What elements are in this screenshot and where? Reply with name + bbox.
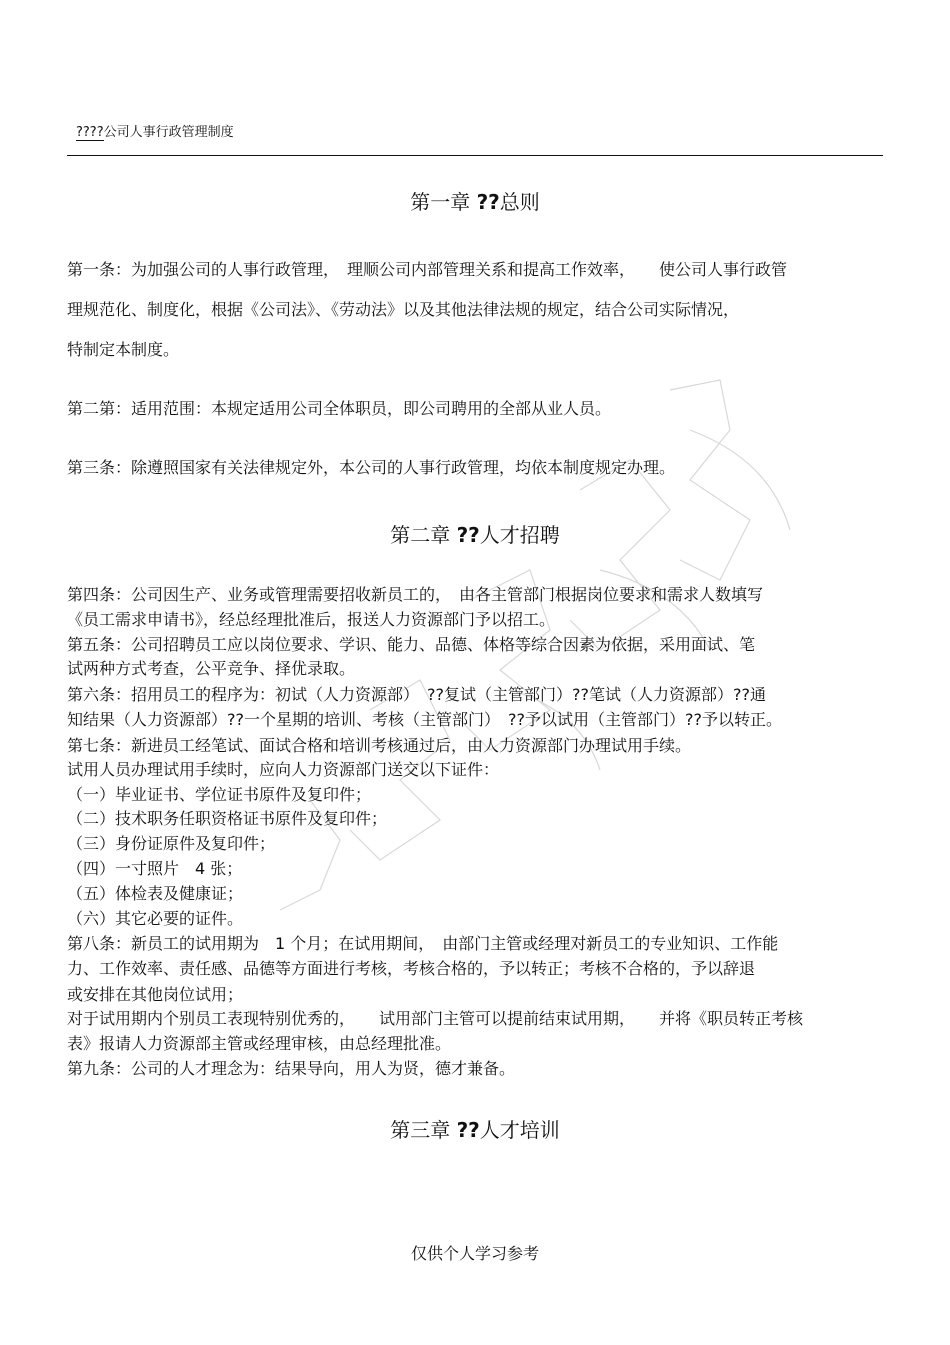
chapter-2-line: 第九条：公司的人才理念为：结果导向，用人为贤，德才兼备。 (67, 1059, 516, 1078)
chapter-qmarks: ?? (456, 523, 480, 547)
chapter-2-list-item: （五）体检表及健康证； (67, 884, 244, 903)
chapter-2-line: 力、工作效率、责任感、品德等方面进行考核，考核合格的，予以转正；考核不合格的，予以辞退 (67, 959, 756, 978)
chapter-2-line: 第五条：公司招聘员工应以岗位要求、学识、能力、品德、体格等综合因素为依据，采用面试、笔 (67, 635, 756, 654)
article-1-line-3: 特制定本制度。 (67, 340, 180, 359)
chapter-2-line: 试用人员办理试用手续时，应向人力资源部门送交以下证件： (67, 760, 500, 779)
chapter-2-list-item: （三）身份证原件及复印件； (67, 834, 276, 853)
chapter-2-line: 试两种方式考查，公平竞争、择优录取。 (67, 659, 356, 678)
chapter-prefix: 第三章 (390, 1118, 457, 1142)
chapter-2-line: 第七条：新进员工经笔试、面试合格和培训考核通过后，由人力资源部门办理试用手续。 (67, 736, 692, 755)
chapter-2-heading (0, 522, 950, 548)
chapter-2-line: 表》报请人力资源部主管或经理审核，由总经理批准。 (67, 1034, 452, 1053)
chapter-2-line: 第八条：新员工的试用期为 1 个月；在试用期间， 由部门主管或经理对新员工的专业知识、工作能 (67, 934, 779, 953)
chapter-2-line: 第四条：公司因生产、业务或管理需要招收新员工的， 由各主管部门根据岗位要求和需求人数填写 (67, 585, 764, 604)
chapter-qmarks: ?? (476, 190, 500, 214)
running-header (76, 124, 234, 142)
article-2: 第二第：适用范围：本规定适用公司全体职员，即公司聘用的全部从业人员。 (67, 399, 612, 418)
header-rule (67, 155, 883, 156)
chapter-2-list-item: （一）毕业证书、学位证书原件及复印件； (67, 785, 372, 804)
chapter-prefix: 第一章 (410, 190, 477, 214)
chapter-2-line: 知结果（人力资源部）??一个星期的培训、考核（主管部门） ??予以试用（主管部门）??予以转正。 (67, 710, 782, 729)
header-title: 公司人事行政管理制度 (103, 125, 234, 140)
chapter-2-line: 《员工需求申请书》，经总经理批准后，报送人力资源部门予以招工。 (67, 610, 556, 629)
chapter-prefix: 第二章 (390, 523, 457, 547)
article-1-line-1: 第一条：为加强公司的人事行政管理， 理顺公司内部管理关系和提高工作效率， 使公司人事行政管 (67, 260, 788, 279)
article-3: 第三条：除遵照国家有关法律规定外，本公司的人事行政管理，均依本制度规定办理。 (67, 458, 676, 477)
chapter-2-list-item: （二）技术职务任职资格证书原件及复印件； (67, 809, 388, 828)
chapter-title: 人才招聘 (479, 523, 560, 547)
page-footer: 仅供个人学习参考 (410, 1244, 539, 1263)
chapter-2-line: 对于试用期内个别员工表现特别优秀的， 试用部门主管可以提前结束试用期， 并将《职员转正考核 (67, 1009, 804, 1028)
chapter-2-list-item: （四）一寸照片 4 张； (67, 859, 243, 878)
chapter-3-heading (0, 1117, 950, 1143)
chapter-1-heading (0, 189, 950, 215)
chapter-title: 人才培训 (479, 1118, 560, 1142)
chapter-title: 总则 (499, 190, 540, 214)
chapter-2-line: 第六条：招用员工的程序为：初试（人力资源部） ??复试（主管部门）??笔试（人力资源部）??通 (67, 685, 766, 704)
chapter-2-line: 或安排在其他岗位试用； (67, 985, 244, 1004)
chapter-2-list-item: （六）其它必要的证件。 (67, 909, 244, 928)
header-prefix: ???? (76, 125, 104, 140)
article-1-line-2: 理规范化、制度化，根据《公司法》、《劳动法》以及其他法律法规的规定，结合公司实际情况， (67, 300, 740, 319)
chapter-qmarks: ?? (456, 1118, 480, 1142)
